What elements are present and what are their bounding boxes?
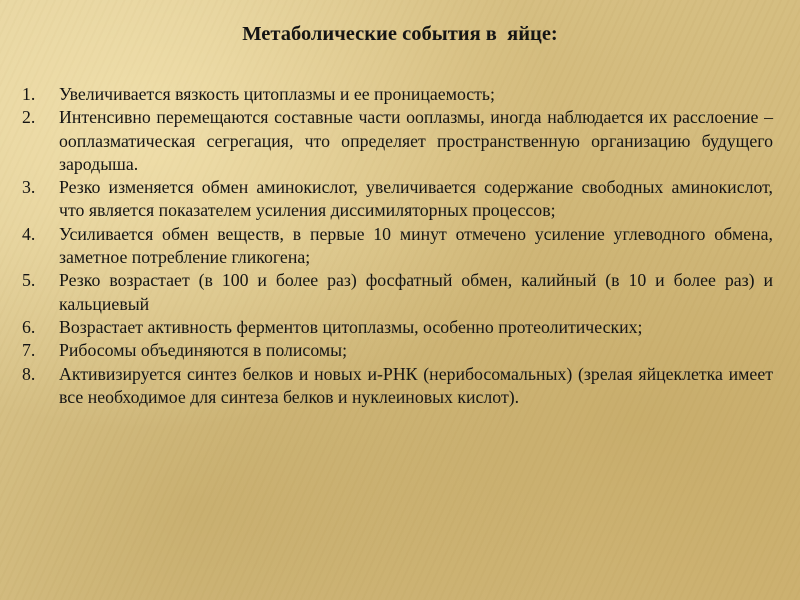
item-text: Резко возрастает (в 100 и более раз) фосфатный обмен, калийный (в 10 и более раз) и кальциевый bbox=[59, 270, 773, 314]
list-item bbox=[22, 339, 773, 362]
item-text: Резко изменяется обмен аминокислот, увеличивается содержание свободных аминокислот, что является показателем усиления диссимиляторных процессов; bbox=[59, 177, 773, 221]
item-text: Активизируется синтез белков и новых и-РНК (нерибосомальных) (зрелая яйцеклетка имеет все необходимое для синтеза белков и нуклеиновых кислот). bbox=[59, 363, 773, 407]
slide-title: Метаболические события в яйце: bbox=[242, 23, 558, 45]
list-item bbox=[22, 83, 773, 106]
list-item bbox=[22, 106, 773, 176]
item-text: Возрастает активность ферментов цитоплазмы, особенно протеолитических; bbox=[59, 316, 643, 337]
list-item bbox=[22, 269, 773, 316]
list-item bbox=[22, 223, 773, 270]
item-number: 2. bbox=[22, 107, 36, 128]
item-text: Интенсивно перемещаются составные части ооплазмы, иногда наблюдается их расслоение – ооплазматическая сегрегация, что определяет пространственную организацию будущего зародыша. bbox=[59, 107, 773, 174]
item-number: 3. bbox=[22, 177, 36, 198]
item-number: 8. bbox=[22, 363, 36, 384]
item-text: Рибосомы объединяются в полисомы; bbox=[59, 340, 348, 361]
item-text: Усиливается обмен веществ, в первые 10 минут отмечено усиление углеводного обмена, заметное потребление гликогена; bbox=[59, 223, 773, 268]
event-list bbox=[22, 83, 773, 409]
item-number: 5. bbox=[22, 270, 36, 291]
list-item bbox=[22, 363, 773, 410]
list-item bbox=[22, 316, 773, 339]
item-number: 1. bbox=[22, 84, 36, 104]
item-number: 6. bbox=[22, 316, 36, 337]
item-text: Увеличивается вязкость цитоплазмы и ее проницаемость; bbox=[59, 84, 495, 104]
list-item bbox=[22, 176, 773, 223]
item-number: 4. bbox=[22, 223, 36, 244]
item-number: 7. bbox=[22, 340, 36, 361]
